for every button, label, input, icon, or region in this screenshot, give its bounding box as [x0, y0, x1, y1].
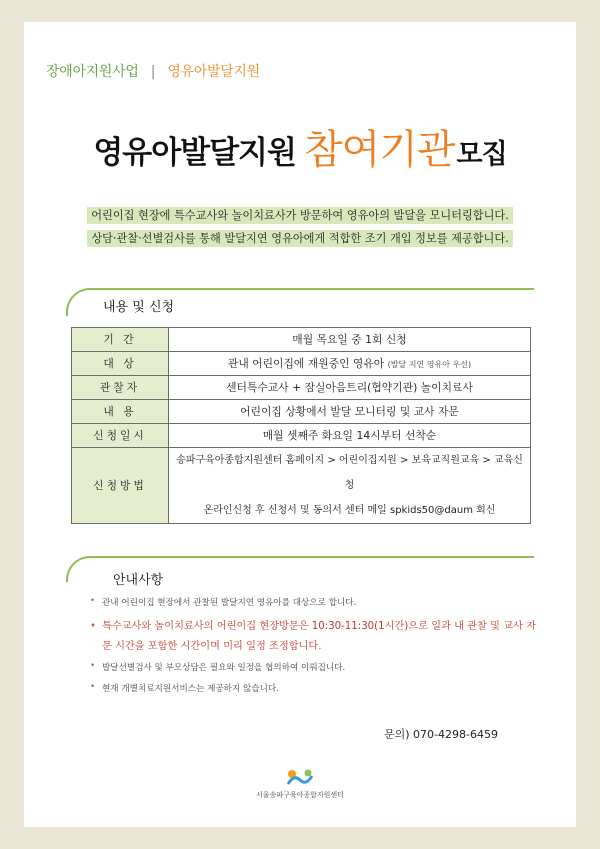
notes-list — [90, 596, 540, 703]
table-row — [72, 448, 531, 524]
list-item: • 발달선별검사 및 부모상담은 필요와 일정을 협의하여 이뤄집니다. — [90, 661, 540, 673]
title-part-2: 참여기관 — [303, 127, 455, 173]
apply-method-line-2: 온라인신청 후 신청서 및 동의서 센터 메일 spkids50@daum 회신 — [203, 505, 496, 516]
row-value: 매월 목요일 중 1회 신청 — [169, 328, 531, 352]
center-logo-icon — [286, 768, 314, 788]
contact-info: 문의) 070-4298-6459 — [384, 728, 498, 741]
row-key: 관찰자 — [72, 376, 169, 400]
header-separator: | — [150, 64, 156, 80]
sub-program-label: 영유아발달지원 — [167, 64, 260, 80]
table-row — [72, 376, 531, 400]
header-line — [46, 61, 260, 81]
row-key: 내 용 — [72, 400, 169, 424]
row-value: 매월 셋째주 화요일 14시부터 선착순 — [169, 424, 531, 448]
table-row — [72, 424, 531, 448]
list-item: • 관내 어린이집 현장에서 관찰된 발달지연 영유아를 대상으로 합니다. — [90, 596, 540, 608]
apply-method-line-1: 송파구육아종합지원센터 홈페이지 > 어린이집지원 > 보육교직원교육 > 교육신청 — [176, 455, 523, 491]
organization-name: 서울송파구육아종합지원센터 — [256, 791, 344, 799]
list-item-highlight: • 특수교사와 놀이치료사의 어린이집 현장방문은 10:30-11:30(1시간)으로 일과 내 관찰 및 교사 자문 시간을 포함한 시간이며 미리 일정 조정합니다. — [90, 617, 540, 657]
info-table — [71, 327, 531, 524]
row-key: 기 간 — [72, 328, 169, 352]
intro-line-1: 어린이집 현장에 특수교사와 놀이치료사가 방문하여 영유아의 발달을 모니터링합니다. — [0, 207, 600, 223]
table-row — [72, 400, 531, 424]
program-label: 장애아지원사업 — [46, 64, 139, 80]
title-part-3: 모집 — [456, 139, 507, 170]
list-item: • 현재 개별치료지원서비스는 제공하지 않습니다. — [90, 682, 540, 694]
row-value: 어린이집 상황에서 발달 모니터링 및 교사 자문 — [169, 400, 531, 424]
table-row — [72, 352, 531, 376]
section-2-title: 안내사항 — [113, 573, 164, 588]
row-value — [169, 448, 531, 524]
title-part-1: 영유아발달지원 — [93, 135, 296, 171]
section-1-title: 내용 및 신청 — [103, 300, 175, 315]
intro-line-2: 상담·관찰·선별검사를 통해 발달지연 영유아에게 적합한 조기 개입 정보를 제공합니다. — [0, 230, 600, 246]
row-note: (발달 지연 영유아 우선) — [387, 360, 472, 369]
row-value: 관내 어린이집에 재원중인 영유아 (발달 지연 영유아 우선) — [169, 352, 531, 376]
row-key: 대 상 — [72, 352, 169, 376]
row-value: 센터특수교사 + 잠실아음트리(협약기관) 놀이치료사 — [169, 376, 531, 400]
page-title — [0, 118, 600, 175]
table-row — [72, 328, 531, 352]
row-key: 신청방법 — [72, 448, 169, 524]
row-key: 신청일시 — [72, 424, 169, 448]
